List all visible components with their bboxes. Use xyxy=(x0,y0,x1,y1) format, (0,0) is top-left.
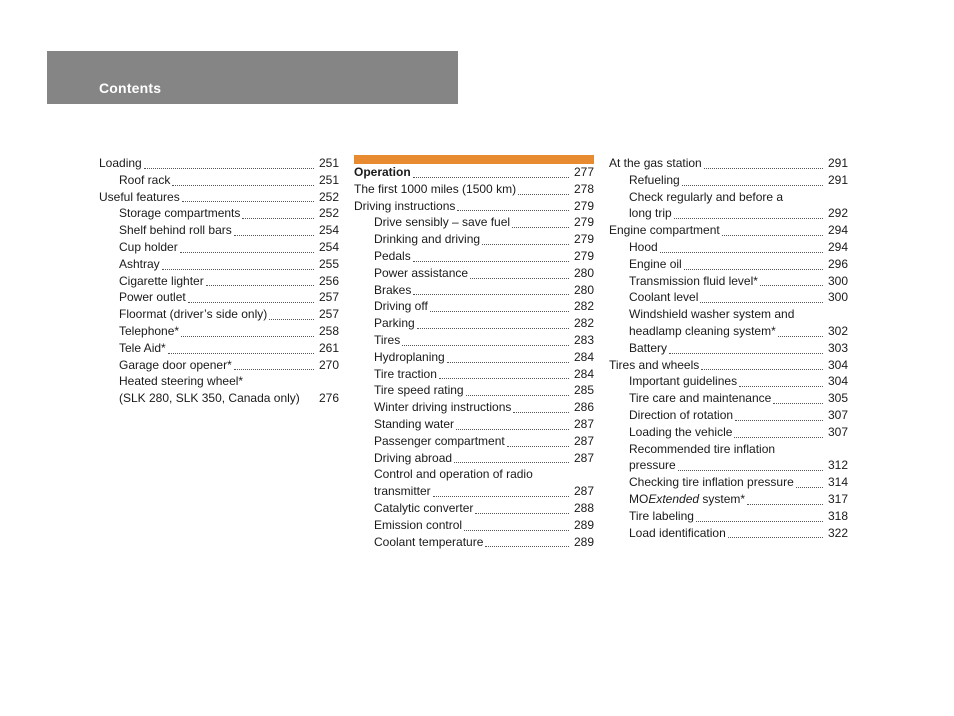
toc-entry-title: (SLK 280, SLK 350, Canada only) xyxy=(119,391,300,406)
toc-entry[interactable] xyxy=(354,433,594,450)
dot-leader xyxy=(518,181,569,195)
toc-entry-title: Telephone* xyxy=(119,323,180,338)
toc-entry-title: Engine compartment xyxy=(609,223,720,238)
toc-entry[interactable] xyxy=(99,357,339,374)
dot-leader xyxy=(728,524,823,538)
page-number: 317 xyxy=(827,491,848,506)
page-number: 279 xyxy=(573,198,594,213)
page-number: 303 xyxy=(827,340,848,355)
page-number: 252 xyxy=(318,189,339,204)
dot-leader xyxy=(684,256,823,270)
page-number: 314 xyxy=(827,475,848,490)
toc-entry-title: Garage door opener* xyxy=(119,357,232,372)
toc-entry-title: Brakes xyxy=(374,282,412,297)
toc-entry-title: Direction of rotation xyxy=(629,407,734,422)
toc-entry-title: Coolant level xyxy=(629,290,699,305)
dot-leader xyxy=(242,205,314,219)
toc-entry-title: Shelf behind roll bars xyxy=(119,223,232,238)
page-number: 282 xyxy=(573,299,594,314)
page-number: 279 xyxy=(573,232,594,247)
toc-entry[interactable] xyxy=(609,474,848,491)
toc-entry[interactable] xyxy=(609,390,848,407)
page-number: 291 xyxy=(827,172,848,187)
page-number: 287 xyxy=(573,433,594,448)
toc-entry-title: Standing water xyxy=(374,416,455,431)
toc-entry-title: Cup holder xyxy=(119,239,178,254)
page-number: 261 xyxy=(318,340,339,355)
toc-entry-title: Roof rack xyxy=(119,172,171,187)
dot-leader xyxy=(760,272,823,286)
toc-entry-title: The first 1000 miles (1500 km) xyxy=(354,181,517,196)
toc-entry[interactable] xyxy=(99,172,339,189)
toc-entry[interactable] xyxy=(354,332,594,349)
contents-column-right xyxy=(609,155,848,541)
page-number: 278 xyxy=(573,181,594,196)
toc-entry[interactable] xyxy=(354,483,594,500)
page-number: 288 xyxy=(573,500,594,515)
dot-leader xyxy=(168,340,314,354)
dot-leader xyxy=(466,382,569,396)
toc-entry[interactable] xyxy=(609,340,848,357)
toc-entry[interactable] xyxy=(99,390,339,407)
dot-leader xyxy=(413,248,569,262)
dot-leader xyxy=(485,533,569,547)
dot-leader xyxy=(456,416,569,430)
toc-entry[interactable] xyxy=(354,248,594,265)
toc-entry-title: Transmission fluid level* xyxy=(629,273,758,288)
page-number: 289 xyxy=(573,517,594,532)
toc-entry-title-suffix: system* xyxy=(699,491,746,506)
page-number: 258 xyxy=(318,323,339,338)
page-number: 296 xyxy=(827,256,848,271)
dot-leader xyxy=(144,155,314,169)
toc-entry[interactable] xyxy=(609,273,848,290)
page-number: 300 xyxy=(827,273,848,288)
page-number: 284 xyxy=(573,349,594,364)
dot-leader xyxy=(475,500,569,514)
dot-leader xyxy=(269,306,314,320)
dot-leader xyxy=(704,155,823,169)
toc-entry[interactable] xyxy=(99,323,339,340)
toc-entry-title: Parking xyxy=(374,316,415,331)
page-number: 307 xyxy=(827,407,848,422)
toc-entry-title: Tire care and maintenance xyxy=(629,391,772,406)
page-number: 289 xyxy=(573,534,594,549)
page-number: 307 xyxy=(827,424,848,439)
toc-entry[interactable] xyxy=(609,373,848,390)
dot-leader xyxy=(302,391,314,404)
dot-leader xyxy=(181,323,314,337)
dot-leader xyxy=(747,491,823,505)
dot-leader xyxy=(447,349,569,363)
header-bar xyxy=(47,51,458,104)
toc-entry[interactable] xyxy=(99,239,339,256)
toc-entry-title: Power outlet xyxy=(119,290,186,305)
page-number: 287 xyxy=(573,450,594,465)
toc-entry[interactable] xyxy=(354,181,594,198)
toc-entry-title: Hood xyxy=(629,239,658,254)
toc-entry[interactable] xyxy=(354,349,594,366)
toc-entry-title: Coolant temperature xyxy=(374,534,484,549)
page-number: 251 xyxy=(318,156,339,170)
toc-entry[interactable] xyxy=(99,306,339,323)
page-title: Contents xyxy=(99,80,162,96)
dot-leader xyxy=(674,205,823,219)
toc-entry[interactable] xyxy=(99,289,339,306)
dot-leader xyxy=(682,172,823,186)
toc-entry-title: Useful features xyxy=(99,189,180,204)
toc-entry-title: Loading xyxy=(99,156,142,170)
toc-entry-title: Cigarette lighter xyxy=(119,273,204,288)
toc-entry-line: Control and operation of radio xyxy=(374,467,533,482)
dot-leader xyxy=(464,517,569,531)
toc-entry-title: Engine oil xyxy=(629,256,682,271)
page-number: 285 xyxy=(573,383,594,398)
toc-entry-title: Power assistance xyxy=(374,265,469,280)
dot-leader xyxy=(701,356,823,370)
page-number: 305 xyxy=(827,391,848,406)
dot-leader xyxy=(513,399,569,413)
page-number: 312 xyxy=(827,458,848,473)
toc-entry[interactable] xyxy=(354,164,594,181)
toc-entry-line: Heated steering wheel* xyxy=(119,374,244,389)
toc-entry[interactable] xyxy=(99,222,339,239)
toc-entry-title: Catalytic converter xyxy=(374,500,474,515)
page-number: 280 xyxy=(573,265,594,280)
page-number: 322 xyxy=(827,525,848,540)
toc-entry[interactable] xyxy=(99,273,339,290)
toc-entry[interactable] xyxy=(609,172,848,189)
toc-entry-title: Driving abroad xyxy=(374,450,453,465)
page-number: 318 xyxy=(827,508,848,523)
toc-entry[interactable] xyxy=(354,282,594,299)
toc-entry[interactable] xyxy=(609,508,848,525)
toc-entry-title: Winter driving instructions xyxy=(374,400,512,415)
page-number: 254 xyxy=(318,223,339,238)
toc-entry[interactable] xyxy=(609,155,848,172)
toc-entry-title: headlamp cleaning system* xyxy=(629,323,776,338)
toc-entry[interactable] xyxy=(354,366,594,383)
page-number: 257 xyxy=(318,290,339,305)
page-number: 282 xyxy=(573,316,594,331)
toc-entry[interactable] xyxy=(609,205,848,222)
toc-entry[interactable] xyxy=(609,491,848,508)
dot-leader xyxy=(722,222,823,236)
dot-leader xyxy=(696,508,823,522)
dot-leader xyxy=(507,433,569,447)
page-number: 251 xyxy=(318,172,339,187)
toc-entry[interactable] xyxy=(99,256,339,273)
toc-entry[interactable] xyxy=(354,265,594,282)
dot-leader xyxy=(454,449,569,463)
dot-leader xyxy=(660,239,823,253)
toc-entry-title: Driving off xyxy=(374,299,428,314)
toc-entry-title: pressure xyxy=(629,458,676,473)
page-number: 304 xyxy=(827,357,848,372)
toc-entry-title: Battery xyxy=(629,340,668,355)
toc-entry[interactable] xyxy=(609,289,848,306)
dot-leader xyxy=(457,197,569,211)
toc-entry-title: transmitter xyxy=(374,484,431,499)
page-number: 254 xyxy=(318,239,339,254)
section-accent-bar xyxy=(354,155,594,164)
toc-entry-title: Tires and wheels xyxy=(609,357,700,372)
dot-leader xyxy=(773,390,823,404)
contents-column-middle xyxy=(354,155,594,550)
page-number: 300 xyxy=(827,290,848,305)
dot-leader xyxy=(417,315,569,329)
toc-entry[interactable] xyxy=(354,214,594,231)
toc-entry-title: Refueling xyxy=(629,172,680,187)
toc-entry-title: Drive sensibly – save fuel xyxy=(374,215,511,230)
toc-entry-line: Recommended tire inflation xyxy=(629,441,776,456)
page-number: 292 xyxy=(827,206,848,221)
dot-leader xyxy=(413,281,569,295)
toc-entry-title: Drinking and driving xyxy=(374,232,481,247)
toc-entry-title-prefix: MO xyxy=(629,491,649,506)
page-number: 279 xyxy=(573,215,594,230)
toc-entry[interactable] xyxy=(609,239,848,256)
toc-entry-title: long trip xyxy=(629,206,672,221)
toc-entry-title: Storage compartments xyxy=(119,206,241,221)
dot-leader xyxy=(430,298,569,312)
page-number: 256 xyxy=(318,273,339,288)
toc-entry[interactable] xyxy=(354,416,594,433)
dot-leader xyxy=(206,272,314,286)
toc-entry-line: Windshield washer system and xyxy=(629,307,795,322)
page-number: 252 xyxy=(318,206,339,221)
toc-entry[interactable] xyxy=(99,205,339,222)
toc-entry[interactable] xyxy=(354,315,594,332)
toc-entry-title: Tire labeling xyxy=(629,508,694,523)
dot-leader xyxy=(796,474,823,488)
dot-leader xyxy=(402,332,569,346)
toc-entry-title: Floormat (driver’s side only) xyxy=(119,307,268,322)
page-number: 287 xyxy=(573,416,594,431)
page-number: 294 xyxy=(827,239,848,254)
contents-column-left xyxy=(99,155,339,407)
dot-leader xyxy=(182,188,314,202)
page-number: 257 xyxy=(318,307,339,322)
toc-entry[interactable] xyxy=(354,231,594,248)
toc-entry-title: Tele Aid* xyxy=(119,340,166,355)
dot-leader xyxy=(734,424,823,438)
toc-entry[interactable] xyxy=(354,399,594,416)
toc-entry-title: Loading the vehicle xyxy=(629,424,733,439)
toc-entry[interactable] xyxy=(609,222,848,239)
toc-entry-title: Tire speed rating xyxy=(374,383,464,398)
toc-entry-line: Check regularly and before a xyxy=(629,189,784,204)
toc-entry-title: Emission control xyxy=(374,517,463,532)
dot-leader xyxy=(180,239,314,253)
page-number: 283 xyxy=(573,332,594,347)
toc-entry[interactable] xyxy=(609,256,848,273)
dot-leader xyxy=(234,222,314,236)
dot-leader xyxy=(735,407,823,421)
dot-leader xyxy=(234,356,314,370)
dot-leader xyxy=(439,365,569,379)
toc-entry-title: Operation xyxy=(354,165,411,179)
dot-leader xyxy=(162,256,314,270)
dot-leader xyxy=(413,164,569,178)
toc-entry[interactable] xyxy=(354,534,594,551)
toc-entry-title: Tires xyxy=(374,332,401,347)
toc-entry-title-italic: Extended xyxy=(648,491,700,506)
toc-entry-title: Ashtray xyxy=(119,256,160,271)
dot-leader xyxy=(669,340,823,354)
toc-entry-title: At the gas station xyxy=(609,156,702,170)
toc-entry-title: Driving instructions xyxy=(354,198,456,213)
toc-entry-title: Passenger compartment xyxy=(374,433,505,448)
page-number: 294 xyxy=(827,223,848,238)
toc-entry-title: Pedals xyxy=(374,248,411,263)
page-number: 284 xyxy=(573,366,594,381)
toc-entry-title: Load identification xyxy=(629,525,726,540)
toc-entry-title: Checking tire inflation pressure xyxy=(629,475,794,490)
toc-entry[interactable] xyxy=(354,517,594,534)
dot-leader xyxy=(433,483,569,497)
dot-leader xyxy=(700,289,823,303)
toc-entry[interactable] xyxy=(609,525,848,542)
toc-entry[interactable] xyxy=(354,298,594,315)
toc-entry[interactable] xyxy=(609,323,848,340)
toc-entry[interactable] xyxy=(99,189,339,206)
toc-entry[interactable] xyxy=(354,500,594,517)
dot-leader xyxy=(470,265,569,279)
toc-entry[interactable] xyxy=(354,450,594,467)
page-number: 287 xyxy=(573,484,594,499)
page-number: 286 xyxy=(573,400,594,415)
toc-entry[interactable] xyxy=(354,382,594,399)
page-number: 280 xyxy=(573,282,594,297)
toc-entry[interactable] xyxy=(609,457,848,474)
toc-entry[interactable] xyxy=(609,424,848,441)
page-number: 255 xyxy=(318,256,339,271)
dot-leader xyxy=(778,323,823,337)
toc-entry[interactable] xyxy=(354,198,594,215)
page-number: 277 xyxy=(573,165,594,179)
dot-leader xyxy=(482,231,569,245)
toc-entry-title: Tire traction xyxy=(374,366,437,381)
toc-entry-title: Hydroplaning xyxy=(374,349,445,364)
page-number: 279 xyxy=(573,248,594,263)
page-number: 302 xyxy=(827,323,848,338)
toc-entry[interactable] xyxy=(609,407,848,424)
toc-entry[interactable] xyxy=(609,357,848,374)
page-number: 291 xyxy=(827,156,848,170)
dot-leader xyxy=(739,373,823,387)
dot-leader xyxy=(512,214,569,228)
page-number: 276 xyxy=(318,391,339,406)
page-number: 304 xyxy=(827,374,848,389)
dot-leader xyxy=(678,457,823,471)
toc-entry-title: Important guidelines xyxy=(629,374,738,389)
toc-entry[interactable] xyxy=(99,340,339,357)
page-number: 270 xyxy=(318,357,339,372)
dot-leader xyxy=(188,289,314,303)
dot-leader xyxy=(172,172,314,186)
toc-entry[interactable] xyxy=(99,155,339,172)
toc-entry-title xyxy=(629,491,745,508)
